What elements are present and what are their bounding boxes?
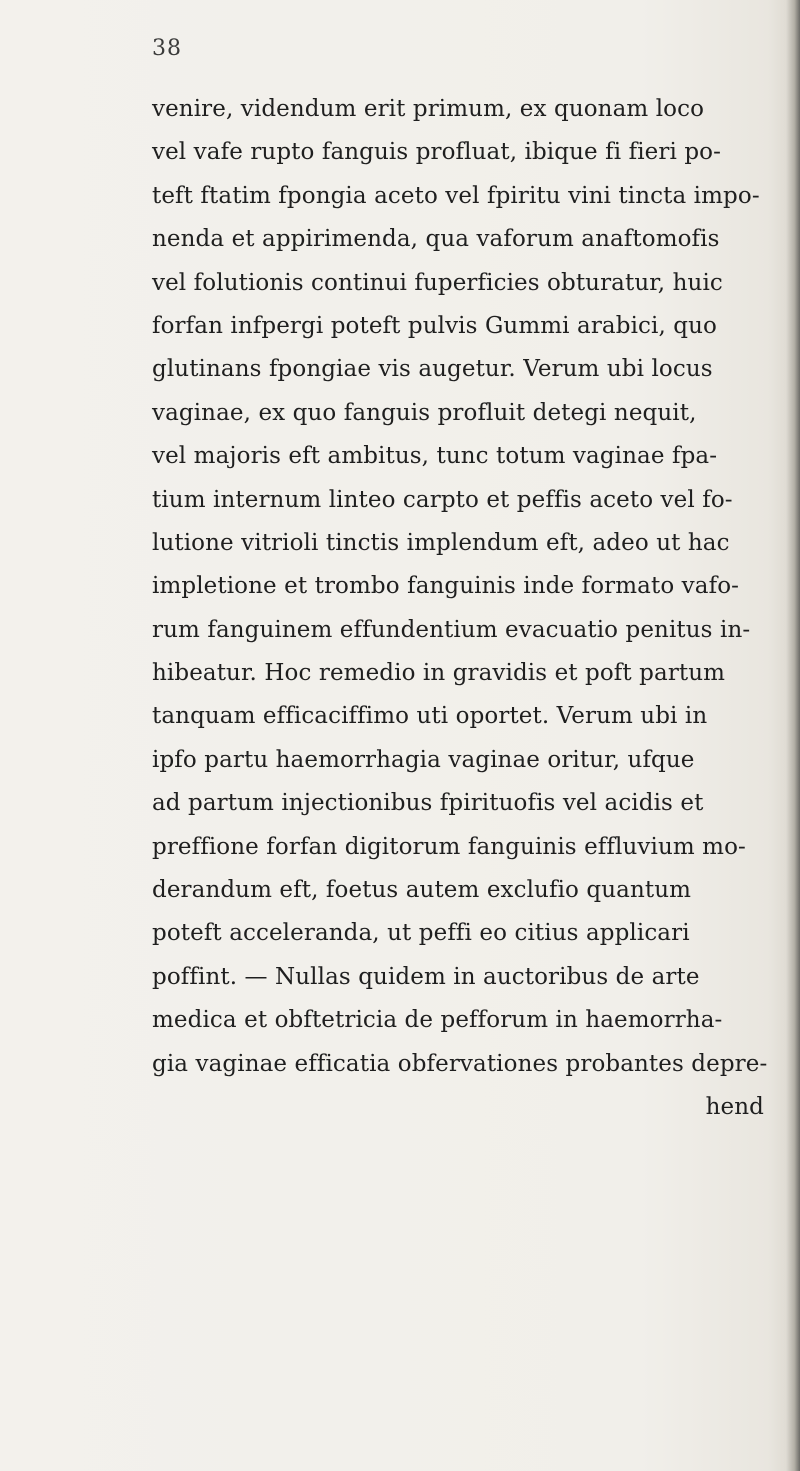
text-line: poteft acceleranda, ut peffi eo citius applicari (152, 920, 690, 947)
text-line: forfan infpergi poteft pulvis Gummi arabici, quo (152, 312, 717, 339)
text-line: gia vaginae efficatia obfervationes probantes depre- (152, 1050, 768, 1077)
text-line: tanquam efficaciffimo uti oportet. Verum ubi in (152, 703, 708, 730)
text-line: poffint. — Nullas quidem in auctoribus de arte (152, 963, 700, 990)
text-line: preffione forfan digitorum fanguinis effluvium mo- (152, 833, 746, 860)
text-line: impletione et trombo fanguinis inde formato vafo- (152, 573, 740, 600)
text-line: tium internum linteo carpto et peffis aceto vel fo- (152, 486, 733, 513)
page-number: 38 (152, 36, 182, 61)
text-line: medica et obftetricia de pefforum in haemorrha- (152, 1007, 723, 1034)
catchword: hend (705, 1093, 764, 1120)
body-text (152, 88, 792, 1129)
text-line: glutinans fpongiae vis augetur. Verum ubi locus (152, 356, 713, 383)
page-edge-shadow (786, 0, 800, 1471)
text-line: vaginae, ex quo fanguis profluit detegi nequit, (152, 399, 697, 426)
text-line: ipfo partu haemorrhagia vaginae oritur, ufque (152, 746, 695, 773)
text-line: teft ftatim fpongia aceto vel fpiritu vini tincta impo- (152, 182, 760, 209)
text-line: rum fanguinem effundentium evacuatio penitus in- (152, 616, 751, 643)
text-line: nenda et appirimenda, qua vaforum anaftomofis (152, 226, 720, 253)
text-line: vel majoris eft ambitus, tunc totum vaginae fpa- (152, 443, 718, 470)
text-line: hibeatur. Hoc remedio in gravidis et poft partum (152, 660, 726, 687)
text-line: vel vafe rupto fanguis profluat, ibique fi fieri po- (152, 139, 721, 166)
text-line: lutione vitrioli tinctis implendum eft, adeo ut hac (152, 529, 730, 556)
text-line: vel folutionis continui fuperficies obturatur, huic (152, 269, 723, 296)
text-line: derandum eft, foetus autem exclufio quantum (152, 877, 692, 904)
text-line: ad partum injectionibus fpirituofis vel acidis et (152, 790, 704, 817)
text-line: venire, videndum erit primum, ex quonam loco (152, 96, 705, 122)
